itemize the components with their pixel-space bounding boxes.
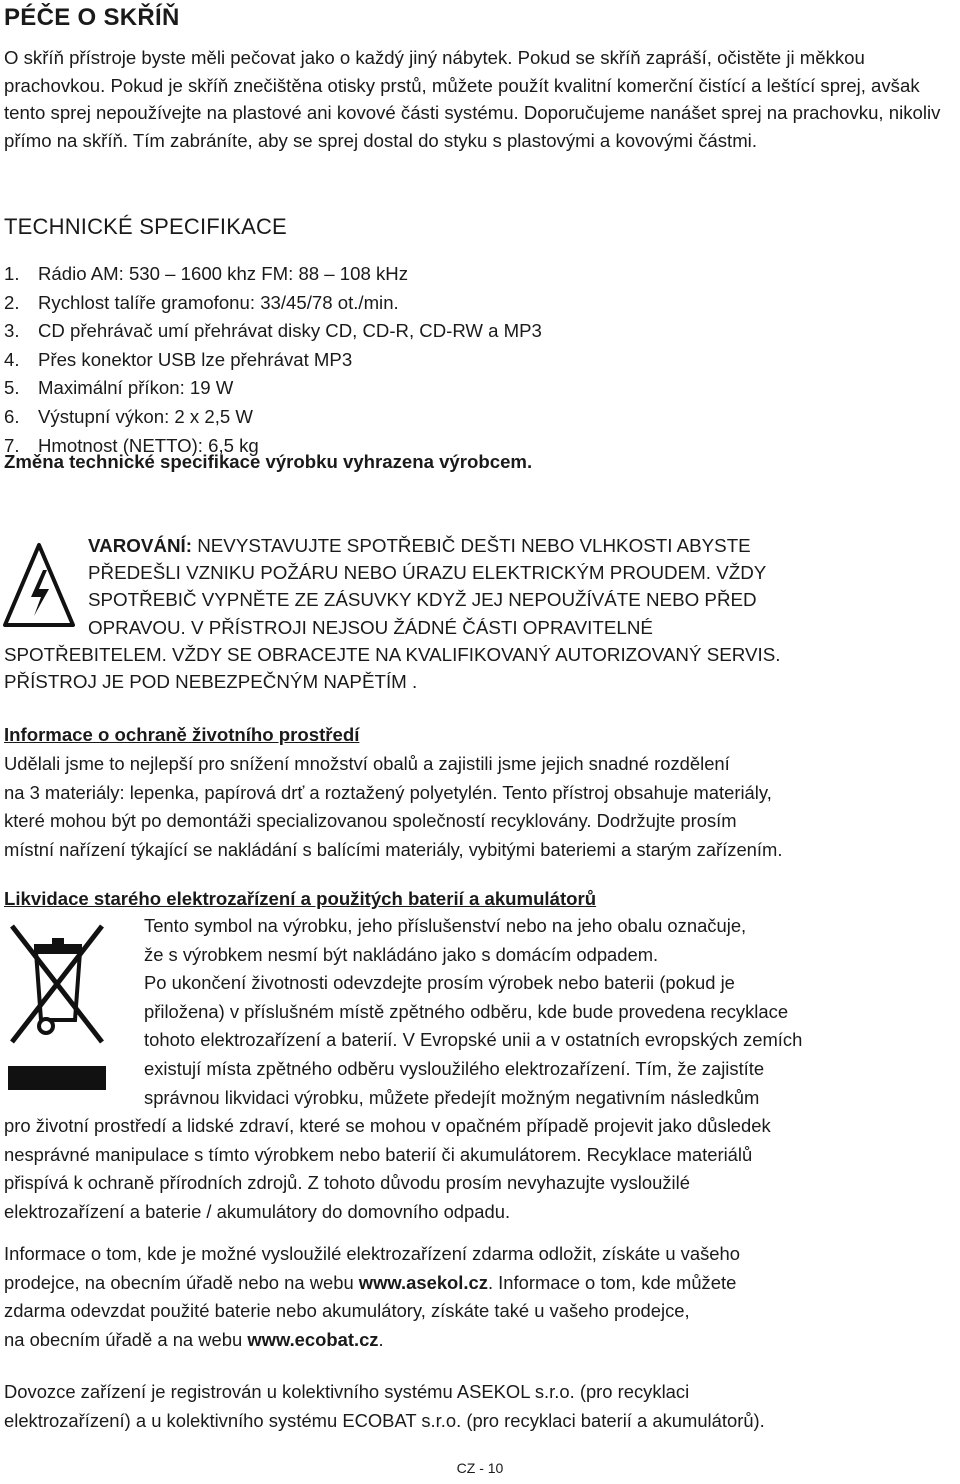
environment-line: místní nařízení týkající se nakládání s balícími materiály, vybitými bateriemi a starým zařízením. (4, 838, 783, 860)
disposal-title: Likvidace starého elektrozařízení a použitých baterií a akumulátorů (4, 888, 597, 909)
spec-text: Rychlost talíře gramofonu: 33/45/78 ot./min. (38, 291, 399, 313)
environment-title: Informace o ochraně životního prostředí (4, 724, 360, 745)
warning-line: OPRAVOU. V PŘÍSTROJI NEJSOU ŽÁDNÉ ČÁSTI OPRAVITELNÉ (88, 616, 653, 638)
disposal-line: Po ukončení životnosti odevzdejte prosím výrobek nebo baterii (pokud je (144, 972, 735, 994)
info-text: prodejce, na obecním úřadě nebo na webu (4, 1271, 359, 1293)
info-text: . Informace o tom, kde můžete (487, 1271, 737, 1293)
warning-line: SPOTŘEBIČ VYPNĚTE ZE ZÁSUVKY KDYŽ JEJ NEPOUŽÍVÁTE NEBO PŘED (88, 589, 757, 611)
disposal-text (4, 912, 960, 1227)
care-title: PÉČE O SKŘÍŇ (4, 4, 180, 31)
info-line (4, 1269, 960, 1298)
warning-line (4, 532, 956, 559)
spec-text: Přes konektor USB lze přehrávat MP3 (38, 348, 353, 370)
disposal-line: existují místa zpětného odběru vysloužilého elektrozařízení. Tím, že zajistíte (144, 1057, 765, 1079)
info-text: . (378, 1328, 384, 1350)
importer-info (4, 1378, 960, 1435)
spec-number: 2. (4, 291, 20, 313)
warning-label: VAROVÁNÍ: (88, 535, 192, 556)
collection-info (4, 1240, 960, 1354)
spec-text: CD přehrávač umí přehrávat disky CD, CD-R, CD-RW a MP3 (38, 320, 542, 342)
importer-line: Dovozce zařízení je registrován u kolektivního systému ASEKOL s.r.o. (pro recyklaci (4, 1381, 690, 1402)
warning-line-text: NEVYSTAVUJTE SPOTŘEBIČ DEŠTI NEBO VLHKOSTI ABYSTE (192, 535, 751, 556)
spec-item (4, 403, 954, 432)
page-number: CZ - 10 (456, 1460, 504, 1476)
spec-number: 6. (4, 405, 20, 427)
spec-number: 3. (4, 320, 20, 342)
spec-text: Maximální příkon: 19 W (38, 377, 234, 399)
warning-text (4, 532, 956, 695)
disposal-line: že s výrobkem nesmí být nakládáno jako s domácím odpadem. (144, 943, 659, 965)
disposal-line: Tento symbol na výrobku, jeho příslušenství nebo na jeho obalu označuje, (144, 915, 747, 936)
care-text: O skříň přístroje byste měli pečovat jako o každý jiný nábytek. Pokud se skříň zapráší, očistěte ji měkkou prachovkou. Pokud je skříň znečištěna otisky prstů, můžete použít kvalitní komerční čistící a leštící sprej, avšak tento sprej nepoužívejte na plastové ani kovové části systému. Doporučujeme nanášet sprej na prachovku, nikoliv přímo na skříň. Tím zabráníte, aby se sprej dostal do styku s plastovými a kovovými částmi. (4, 47, 941, 151)
spec-item (4, 374, 954, 403)
specs-title: TECHNICKÉ SPECIFIKACE (4, 214, 287, 239)
info-text: na obecním úřadě a na webu (4, 1328, 248, 1350)
info-line: Informace o tom, kde je možné vysloužilé elektrozařízení zdarma odložit, získáte u vašeho (4, 1243, 740, 1264)
importer-line: elektrozařízení) a u kolektivního systému ECOBAT s.r.o. (pro recyklaci baterií a akumulátorů). (4, 1409, 765, 1431)
spec-number: 5. (4, 377, 20, 399)
spec-item (4, 260, 954, 289)
info-line: zdarma odevzdat použité baterie nebo akumulátory, získáte také u vašeho prodejce, (4, 1300, 690, 1322)
spec-number: 4. (4, 348, 20, 370)
spec-number: 1. (4, 263, 20, 284)
spec-item (4, 317, 954, 346)
disposal-line: správnou likvidaci výrobku, můžete předejít možným negativním následkům (144, 1086, 760, 1108)
environment-line: na 3 materiály: lepenka, papírová drť a roztažený polyetylén. Tento přístroj obsahuje materiály, (4, 781, 772, 803)
disposal-line: přispívá k ochraně přírodních zdrojů. Z tohoto důvodu prosím nevyhazujte vysloužilé (4, 1172, 690, 1194)
environment-text (4, 750, 960, 864)
spec-item (4, 346, 954, 375)
disposal-line: tohoto elektrozařízení a baterií. V Evropské unii a v ostatních evropských zemích (144, 1029, 803, 1051)
info-line (4, 1326, 960, 1355)
disposal-line: pro životní prostředí a lidské zdraví, které se mohou v opačném případě projevit jako důsledek (4, 1115, 771, 1137)
spec-text: Výstupní výkon: 2 x 2,5 W (38, 405, 253, 427)
warning-line: SPOTŘEBITELEM. VŽDY SE OBRACEJTE NA KVALIFIKOVANÝ AUTORIZOVANÝ SERVIS. (4, 643, 781, 665)
asekol-link[interactable]: www.asekol.cz (358, 1271, 488, 1293)
spec-text: Hmotnost (NETTO): 6,5 kg (38, 434, 259, 456)
specs-list (4, 260, 954, 460)
spec-text: Rádio AM: 530 – 1600 khz FM: 88 – 108 kHz (38, 263, 409, 284)
disposal-line: přiložena) v příslušném místě zpětného odběru, kde bude provedena recyklace (144, 1000, 789, 1022)
warning-line: PŘEDEŠLI VZNIKU POŽÁRU NEBO ÚRAZU ELEKTRICKÝM PROUDEM. VŽDY (88, 562, 767, 584)
disposal-line: elektrozařízení a baterie / akumulátory do domovního odpadu. (4, 1200, 511, 1222)
spec-number: 7. (4, 434, 20, 456)
warning-line: PŘÍSTROJ JE POD NEBEZPEČNÝM NAPĚTÍM . (4, 671, 418, 693)
environment-line: Udělali jsme to nejlepší pro snížení množství obalů a zajistili jsme jejich snadné rozdělení (4, 753, 730, 774)
ecobat-link[interactable]: www.ecobat.cz (247, 1328, 379, 1350)
spec-item (4, 289, 954, 318)
specs-note: Změna technické specifikace výrobku vyhrazena výrobcem. (4, 451, 533, 472)
environment-line: které mohou být po demontáži specializovanou společností recyklovány. Dodržujte prosím (4, 810, 737, 832)
disposal-line: nesprávné manipulace s tímto výrobkem nebo baterií či akumulátorem. Recyklace materiálů (4, 1143, 753, 1165)
